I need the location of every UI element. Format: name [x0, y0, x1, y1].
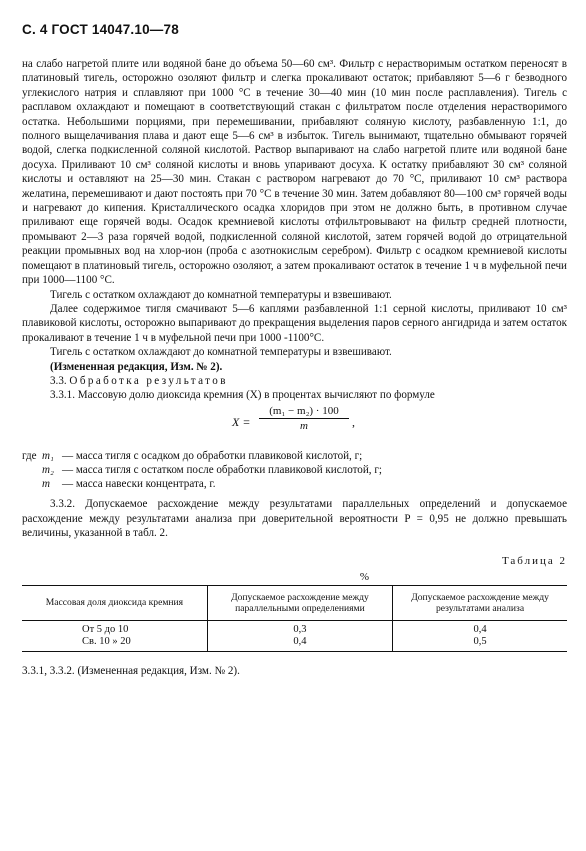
- page-header: С. 4 ГОСТ 14047.10—78: [22, 22, 179, 37]
- section-title: Обработка результатов: [69, 374, 228, 387]
- formula-fraction: [259, 405, 349, 432]
- tolerance-table: [22, 585, 567, 652]
- table-caption: Таблица 2: [501, 554, 567, 567]
- formula-numerator: (m₁ − m₂) · 100: [259, 405, 349, 419]
- paragraph-formula-intro: 3.3.1. Массовую долю диоксида кремния (X) в процентах вычисляют по формуле: [50, 389, 435, 402]
- document-body: [22, 57, 567, 403]
- definition-symbol: m: [42, 478, 51, 491]
- amendment-note-2: [22, 664, 567, 678]
- paragraph-3: Далее содержимое тигля смачивают 5—6 каплями разбавленной 1:1 серной кислоты, приливают 10 см³ плавиковой кислоты, осторожно выпаривают до прекращения выделения паров серного ангидрида и затем остаток прокаливают в течение 1 ч в муфельной печи при 1000 -1100°С.: [22, 302, 567, 344]
- definition-prefix: [22, 463, 42, 477]
- definition-symbol: m₁: [42, 449, 54, 462]
- document-body-2: [22, 497, 567, 540]
- table-cell: От 5 до 10: [82, 623, 129, 635]
- formula: [22, 405, 567, 445]
- table-row: [22, 636, 567, 652]
- column-header: Массовая доля диоксида кремния: [22, 585, 207, 620]
- table-cell: 0,4: [207, 636, 392, 652]
- definition-prefix: [22, 477, 42, 491]
- footer-text: 3.3.1, 3.3.2. (Измененная редакция, Изм. № 2).: [22, 664, 240, 677]
- definition-prefix: где: [22, 449, 37, 462]
- document-page: [22, 22, 567, 678]
- paragraph-1: на слабо нагретой плите или водяной бане до объема 50—60 см³. Фильтр с нерастворимым остатком переносят в платиновый тигель, осторожно озоляют фильтр и слегка прокаливают остаток; прибавляют 5—6 г безводного углекислого натрия и сплавляют при 1000 °С в течение 30—40 мин (10 мин после расплавления). Тигель с расплавом охлаждают и помещают в соответствующий стакан с фильтратом после отделения нерастворимого остатка. Небольшими порциями, при перемешивании, прибавляют соляную кислоту, разбавленную 1:1, до полного выщелачивания плава и дают еще 5—6 см³ в избыток. Тигель вынимают, тщательно обмывают горячей водой, слегка подкисленной соляной кислотой. Раствор выпаривают на слабо нагретой плите или водяной бане досуха. Приливают 10 см³ соляной кислоты и вновь упаривают досуха. К остатку прибавляют 30 см³ соляной кислоты и оставляют на 25—30 мин. Стакан с раствором нагревают до 70 °С, приливают 10 см³ раствора желатина, перемешивают и дают постоять при 70 °С в течение 30 мин. Затем добавляют 80—100 см³ горячей воды и нагревают до кипения. Кристаллического осадка хлоридов при этом не должно быть, в противном случае приливают еще горячей воды. Осадок кремниевой кислоты отфильтровывают на фильтр средней плотности, промывают 2—3 раза горячей водой, подкисленной соляной кислотой, затем горячей водой до отрицательной реакции промывных вод на хлор-ион (проба с азотнокислым серебром). Фильтр с осадком кремниевой кислоты помещают в платиновый тигель, осторожно озоляют, а затем прокаливают остаток в течение 1 ч в муфельной печи при 1000—1100 °С.: [22, 58, 567, 287]
- definition-text: — масса тигля с остатком после обработки плавиковой кислотой, г;: [62, 463, 382, 476]
- table-cell: 0,5: [393, 636, 567, 652]
- definitions-list: [22, 449, 567, 492]
- paragraph-2: Тигель с остатком охлаждают до комнатной температуры и взвешивают.: [50, 288, 392, 301]
- table-header-row: [22, 585, 567, 620]
- section-number: 3.3.: [50, 374, 67, 387]
- column-header: Допускаемое расхождение между результатами анализа: [393, 585, 567, 620]
- table-cell: 0,3: [207, 620, 392, 636]
- table-cell: 0,4: [393, 620, 567, 636]
- paragraph-4: Тигель с остатком охлаждают до комнатной температуры и взвешивают.: [50, 346, 392, 359]
- definition-row: [22, 449, 567, 463]
- column-header: Допускаемое расхождение между параллельными определениями: [207, 585, 392, 620]
- paragraph-tolerance: 3.3.2. Допускаемое расхождение между результатами параллельных определений и допускаемое расхождение между результатами анализа при доверительной вероятности P = 0,95 не должно превышать величины, указанной в табл. 2.: [22, 498, 567, 540]
- definition-text: — масса тигля с осадком до обработки плавиковой кислотой, г;: [62, 449, 363, 462]
- definition-row: [22, 463, 567, 477]
- section-heading: [22, 374, 567, 388]
- definition-text: — масса навески концентрата, г.: [62, 478, 216, 491]
- table-row: [22, 620, 567, 636]
- table-unit: %: [359, 570, 370, 583]
- formula-lhs: X =: [232, 414, 251, 429]
- formula-denominator: m: [300, 419, 308, 432]
- amendment-note-1: (Измененная редакция, Изм. № 2).: [50, 360, 223, 373]
- definition-row: [22, 477, 567, 491]
- formula-tail: ,: [352, 414, 355, 429]
- table-cell: Св. 10 » 20: [22, 636, 207, 652]
- definition-symbol: m₂: [42, 463, 54, 476]
